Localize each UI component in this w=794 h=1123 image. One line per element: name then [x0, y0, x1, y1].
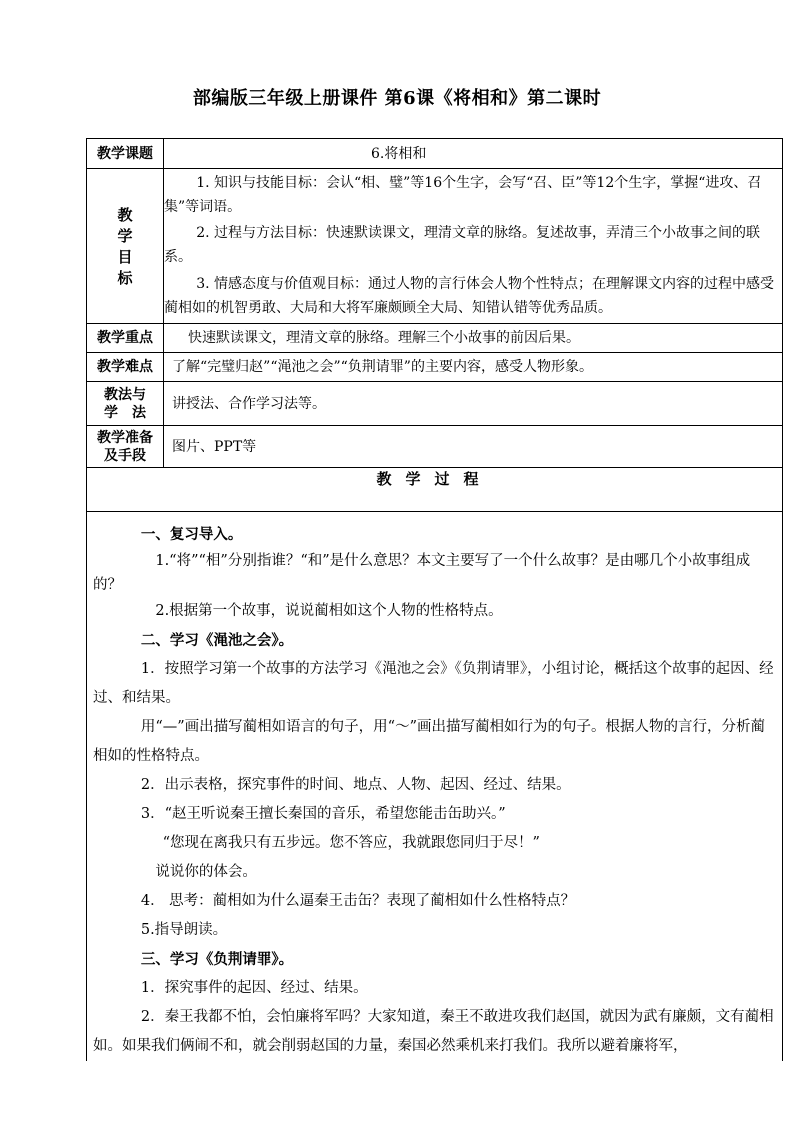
- difficulty-value: 了解“完璧归赵”“渑池之会”“负荆请罪”的主要内容，感受人物形象。: [164, 353, 783, 382]
- process-body: [87, 512, 783, 1062]
- key-label: 教学重点: [87, 324, 164, 353]
- topic-value: 6.将相和: [164, 139, 783, 169]
- process-section-heading: 一、复习导入。: [140, 526, 243, 543]
- goal-item: 1. 知识与技能目标：会认“相、璧”等16个生字，会写“召、臣”等12个生字，掌握“进攻、召集”等词语。: [164, 175, 762, 215]
- process-line: 1．按照学习第一个故事的方法学习《渑池之会》《负荆请罪》，小组讨论，概括这个故事的起因、经过、和结果。: [93, 661, 774, 706]
- process-line: 用“—”画出描写蔺相如语言的句子，用“～”画出描写蔺相如行为的句子。根据人物的言行，分析蔺相如的性格特点。: [93, 719, 765, 764]
- process-line: 2．出示表格，探究事件的时间、地点、人物、起因、经过、结果。: [140, 777, 571, 793]
- goals-label-char: 学: [117, 227, 133, 245]
- row-prep: [87, 426, 783, 468]
- goals-label-char: 教: [117, 206, 133, 224]
- goal-item: 3. 情感态度与价值观目标：通过人物的言行体会人物个性特点；在理解课文内容的过程中感受蔺相如的机智勇敢、大局和大将军廉颇顾全大局、知错认错等优秀品质。: [164, 276, 774, 316]
- prep-label-line: 教学准备: [97, 429, 153, 446]
- process-line: 1.“将”“相”分别指谁？“和”是什么意思？本文主要写了一个什么故事？是由哪几个小故事组成的？: [93, 553, 751, 593]
- process-line: 2.根据第一个故事，说说蔺相如这个人物的性格特点。: [155, 603, 503, 619]
- process-section-heading: 二、学习《渑池之会》。: [140, 632, 294, 649]
- row-goals: [87, 169, 783, 324]
- process-section-heading: 三、学习《负荆请罪》。: [140, 951, 294, 968]
- goal-item: 2. 过程与方法目标：快速默读课文，理清文章的脉络。复述故事，弄清三个小故事之间的联系。: [164, 225, 760, 265]
- difficulty-label: 教学难点: [87, 353, 164, 382]
- row-methods: [87, 382, 783, 426]
- methods-label-line: 教法与: [104, 386, 146, 403]
- process-line: 说说你的体会。: [155, 864, 257, 880]
- row-topic: [87, 139, 783, 169]
- document-title: 部编版三年级上册课件 第6课《将相和》第二课时: [192, 88, 602, 109]
- process-line: 3．“赵王听说秦王擅长秦国的音乐，希望您能击缶助兴。”: [140, 806, 506, 822]
- row-process-heading: [87, 468, 783, 512]
- lesson-plan-table: [86, 138, 783, 1061]
- process-line: “您现在离我只有五步远。您不答应，我就跟您同归于尽！”: [162, 835, 540, 851]
- methods-label-line: 学 法: [104, 404, 146, 421]
- methods-label: [87, 382, 164, 426]
- goals-label: [87, 169, 164, 324]
- goals-label-char: 目: [117, 248, 133, 266]
- process-heading: 教学过程: [87, 468, 783, 512]
- topic-label: 教学课题: [87, 139, 164, 169]
- key-value: 快速默读课文，理清文章的脉络。理解三个小故事的前因后果。: [164, 324, 783, 353]
- methods-value: 讲授法、合作学习法等。: [164, 382, 783, 426]
- row-process-body: [87, 512, 783, 1062]
- process-line: 4． 思考：蔺相如为什么逼秦王击缶？表现了蔺相如什么性格特点？: [140, 893, 576, 909]
- prep-label-line: 及手段: [104, 447, 146, 464]
- row-difficulty: [87, 353, 783, 382]
- goals-value: [164, 169, 783, 324]
- goals-label-char: 标: [117, 269, 133, 287]
- prep-value: 图片、PPT等: [164, 426, 783, 468]
- process-line: 2．秦王我都不怕，会怕廉将军吗？大家知道，秦王不敢进攻我们赵国，就因为武有廉颇，文有蔺相如。如果我们俩闹不和，就会削弱赵国的力量，秦国必然乘机来打我们。我所以避着廉将军，: [93, 1009, 774, 1054]
- process-line: 5.指导朗读。: [140, 922, 228, 938]
- process-line: 1．探究事件的起因、经过、结果。: [140, 980, 368, 996]
- prep-label: [87, 426, 164, 468]
- row-key: [87, 324, 783, 353]
